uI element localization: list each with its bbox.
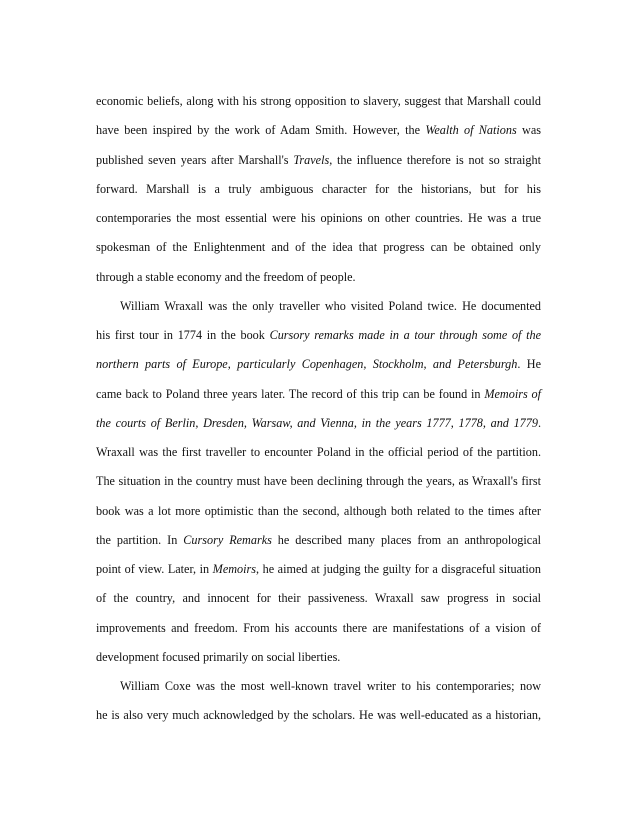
- text-segment: he described many places from an anthropological: [271, 532, 541, 547]
- text-segment: published seven years after Marshall's: [96, 152, 294, 167]
- italic-title-text: Memoirs of: [484, 386, 542, 401]
- text-segment: his first tour in 1774 in the book: [96, 328, 270, 342]
- italic-title-text: Cursory Remarks: [183, 532, 272, 547]
- text-segment: the partition. In: [96, 532, 184, 547]
- text-line: [96, 503, 541, 519]
- italic-title-text: Cursory remarks made in a tour through some of the: [269, 328, 542, 342]
- text-line: [96, 532, 541, 548]
- italic-title-text: Memoirs: [212, 562, 257, 576]
- text-line: [96, 620, 541, 636]
- text-segment: through a stable economy and the freedom of people.: [96, 269, 356, 284]
- text-segment: of the country, and innocent for their passiveness. Wraxall saw progress in social: [96, 591, 541, 606]
- text-segment: book was a lot more optimistic than the second, although both related to the times after: [96, 503, 541, 518]
- text-line: [96, 649, 541, 665]
- text-segment: William Wraxall was the only traveller who visited Poland twice. He documented: [120, 298, 541, 313]
- text-line: [120, 298, 541, 314]
- text-segment: he is also very much acknowledged by the scholars. He was well-educated as a historian,: [96, 708, 541, 723]
- text-segment: . He: [517, 357, 541, 372]
- text-segment: development focused primarily on social liberties.: [96, 649, 341, 664]
- text-line: [96, 707, 541, 723]
- text-line: [96, 386, 541, 402]
- text-line: [96, 590, 541, 606]
- text-segment: .: [537, 415, 541, 430]
- text-segment: contemporaries the most essential were his opinions on other countries. He was a true: [96, 211, 541, 225]
- text-line: [96, 473, 541, 489]
- text-line: [96, 122, 541, 138]
- text-line: [120, 678, 541, 694]
- text-line: [96, 561, 541, 577]
- text-segment: have been inspired by the work of Adam Smith. However, the: [96, 123, 426, 138]
- text-segment: , he aimed at judging the guilty for a disgraceful situation: [256, 562, 541, 576]
- text-line: [96, 181, 541, 197]
- text-segment: was: [516, 123, 541, 138]
- text-segment: William Coxe was the most well-known travel writer to his contemporaries; now: [120, 679, 541, 693]
- text-segment: , the influence therefore is not so straight: [329, 152, 541, 167]
- text-line: [96, 444, 541, 460]
- text-line: [96, 239, 541, 255]
- italic-title-text: Wealth of Nations: [425, 123, 517, 138]
- text-line: [96, 327, 541, 343]
- italic-title-text: Travels: [293, 152, 330, 167]
- text-line: [96, 415, 541, 431]
- text-segment: forward. Marshall is a truly ambiguous character for the historians, but for his: [96, 181, 541, 196]
- text-segment: The situation in the country must have been declining through the years, as Wraxall's first: [96, 474, 541, 489]
- text-line: [96, 152, 541, 168]
- text-line: [96, 93, 541, 109]
- text-segment: Wraxall was the first traveller to encounter Poland in the official period of the partition.: [96, 445, 541, 459]
- text-segment: came back to Poland three years later. The record of this trip can be found in: [96, 386, 485, 401]
- text-segment: economic beliefs, along with his strong opposition to slavery, suggest that Marshall could: [96, 94, 541, 108]
- text-segment: point of view. Later, in: [96, 562, 213, 576]
- text-segment: spokesman of the Enlightenment and of the idea that progress can be obtained only: [96, 240, 541, 255]
- text-line: [96, 210, 541, 226]
- text-line: [96, 356, 541, 372]
- italic-title-text: the courts of Berlin, Dresden, Warsaw, and Vienna, in the years 1777, 1778, and 1779: [96, 415, 538, 430]
- italic-title-text: northern parts of Europe, particularly Copenhagen, Stockholm, and Petersburgh: [96, 357, 518, 372]
- text-segment: improvements and freedom. From his accounts there are manifestations of a vision of: [96, 620, 541, 635]
- text-line: [96, 269, 541, 285]
